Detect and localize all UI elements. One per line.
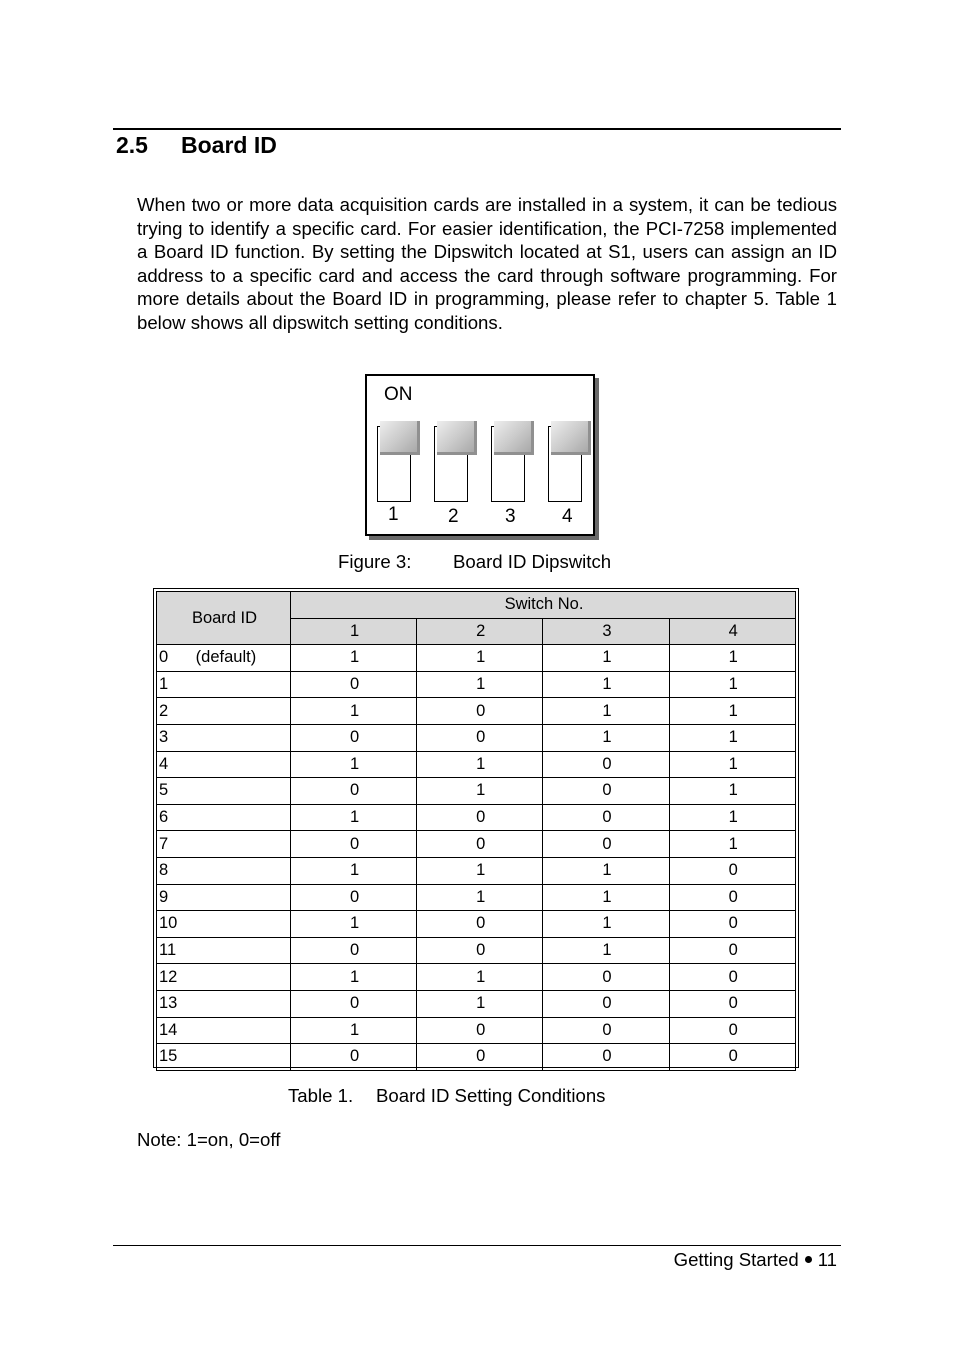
table-row [157,671,796,698]
table-row [157,831,796,858]
switch-value-cell: 1 [669,778,795,805]
board-id-cell: 12 [157,964,291,991]
switch-value-cell: 0 [291,671,417,698]
switch-value-cell: 1 [291,751,417,778]
switch-value-cell: 1 [543,698,669,725]
table-row [157,698,796,725]
board-id-cell: 10 [157,911,291,938]
switch-value-cell: 1 [417,645,543,672]
table-caption-text: Board ID Setting Conditions [376,1085,606,1106]
switch-value-cell: 0 [543,778,669,805]
table-row [157,751,796,778]
board-id-cell: 2 [157,698,291,725]
switch-value-cell: 0 [669,857,795,884]
switch-value-cell: 0 [417,1017,543,1044]
switch-value-cell: 1 [669,724,795,751]
switch-value-cell: 0 [669,990,795,1017]
footer-text: Getting Started [673,1249,799,1270]
switch-value-cell: 0 [669,1044,795,1071]
switch-value-cell: 0 [417,1044,543,1071]
header-switch-no: Switch No. [291,592,796,619]
switch-knob [380,421,420,455]
board-id-cell: 14 [157,1017,291,1044]
switch-value-cell: 1 [291,911,417,938]
switch-value-cell: 1 [543,937,669,964]
table-row [157,937,796,964]
table-row [157,1017,796,1044]
bottom-rule [113,1245,841,1246]
board-id-cell: 6 [157,804,291,831]
switch-value-cell: 1 [417,884,543,911]
switch-value-cell: 1 [669,804,795,831]
switch-value-cell: 0 [291,937,417,964]
table-row [157,778,796,805]
table-row [157,645,796,672]
switch-value-cell: 1 [669,751,795,778]
table-row [157,990,796,1017]
switch-4 [548,426,582,502]
switch-value-cell: 0 [291,990,417,1017]
switch-value-cell: 0 [543,990,669,1017]
switch-value-cell: 0 [417,831,543,858]
switch-label-4: 4 [562,506,573,527]
page-footer [674,1249,837,1271]
section-number: 2.5 [116,132,148,158]
table-row [157,964,796,991]
switch-label-1: 1 [388,504,399,525]
board-id-cell: 13 [157,990,291,1017]
switch-value-cell: 1 [291,857,417,884]
header-switch-4: 4 [669,618,795,645]
switch-knob [494,421,534,455]
board-id-cell: 4 [157,751,291,778]
switch-value-cell: 0 [291,831,417,858]
board-id-cell: 11 [157,937,291,964]
section-heading [116,132,277,159]
switch-value-cell: 1 [417,964,543,991]
board-id-cell: 3 [157,724,291,751]
body-paragraph: When two or more data acquisition cards are installed in a system, it can be tedious trying to identify a specific card. For easier identification, the PCI-7258 implemented a Board ID function. By setting the Dipswitch located at S1, users can assign an ID address to a specific card and access the card through software programming. For more details about the Board ID in programming, please refer to chapter 5. Table 1 below shows all dipswitch setting conditions. [137,194,837,333]
switch-value-cell: 1 [669,645,795,672]
board-id-table [153,588,799,1068]
switch-value-cell: 0 [669,937,795,964]
page-number: 11 [817,1249,837,1270]
switch-value-cell: 0 [417,804,543,831]
header-switch-2: 2 [417,618,543,645]
board-id-cell: 0 (default) [157,645,291,672]
switch-knob [437,421,477,455]
switch-value-cell: 1 [669,698,795,725]
switch-value-cell: 1 [417,671,543,698]
figure-caption-text: Board ID Dipswitch [453,551,612,572]
board-id-cell: 8 [157,857,291,884]
switch-value-cell: 0 [543,1044,669,1071]
header-board-id: Board ID [157,592,291,645]
on-label: ON [384,384,413,405]
top-rule [113,128,841,130]
section-title: Board ID [181,132,277,158]
switch-value-cell: 1 [417,778,543,805]
table-row [157,857,796,884]
switch-value-cell: 0 [543,804,669,831]
switch-value-cell: 1 [417,751,543,778]
figure-caption [338,551,611,573]
table-body [157,645,796,1071]
dipswitch-figure [365,374,595,536]
switch-2 [434,426,468,502]
switch-value-cell: 0 [291,778,417,805]
board-id-cell: 1 [157,671,291,698]
switch-value-cell: 0 [417,724,543,751]
board-id-cell: 9 [157,884,291,911]
header-switch-3: 3 [543,618,669,645]
switch-value-cell: 1 [291,964,417,991]
switch-value-cell: 1 [543,884,669,911]
switch-value-cell: 0 [417,698,543,725]
figure-caption-number: Figure 3: [338,551,412,572]
table-row [157,1044,796,1071]
switch-value-cell: 0 [669,884,795,911]
board-id-cell: 7 [157,831,291,858]
switch-value-cell: 1 [291,698,417,725]
table-row [157,884,796,911]
table-row [157,911,796,938]
switch-value-cell: 0 [417,911,543,938]
switch-value-cell: 0 [291,1044,417,1071]
switch-3 [491,426,525,502]
switch-value-cell: 0 [543,831,669,858]
switch-value-cell: 1 [291,1017,417,1044]
table-row [157,804,796,831]
switch-value-cell: 1 [291,645,417,672]
switch-value-cell: 1 [543,857,669,884]
table-caption [288,1085,605,1107]
switch-value-cell: 0 [291,724,417,751]
switch-label-2: 2 [448,506,459,527]
header-switch-1: 1 [291,618,417,645]
switch-label-3: 3 [505,506,516,527]
board-id-cell: 15 [157,1044,291,1071]
switch-value-cell: 0 [543,751,669,778]
switch-value-cell: 1 [417,990,543,1017]
switch-knob [551,421,591,455]
switch-value-cell: 1 [543,911,669,938]
switch-value-cell: 1 [669,671,795,698]
switch-value-cell: 1 [543,724,669,751]
switch-value-cell: 1 [543,645,669,672]
note: Note: 1=on, 0=off [137,1129,281,1150]
bullet-icon [805,1256,812,1263]
switch-value-cell: 0 [291,884,417,911]
switch-value-cell: 0 [543,964,669,991]
table-row [157,724,796,751]
switch-value-cell: 0 [669,1017,795,1044]
switch-value-cell: 1 [417,857,543,884]
table-caption-number: Table 1. [288,1085,354,1106]
board-id-cell: 5 [157,778,291,805]
switch-value-cell: 0 [669,911,795,938]
switch-value-cell: 0 [417,937,543,964]
switch-value-cell: 1 [543,671,669,698]
switch-value-cell: 1 [669,831,795,858]
switch-value-cell: 1 [291,804,417,831]
switch-1 [377,426,411,502]
switch-value-cell: 0 [543,1017,669,1044]
switch-value-cell: 0 [669,964,795,991]
